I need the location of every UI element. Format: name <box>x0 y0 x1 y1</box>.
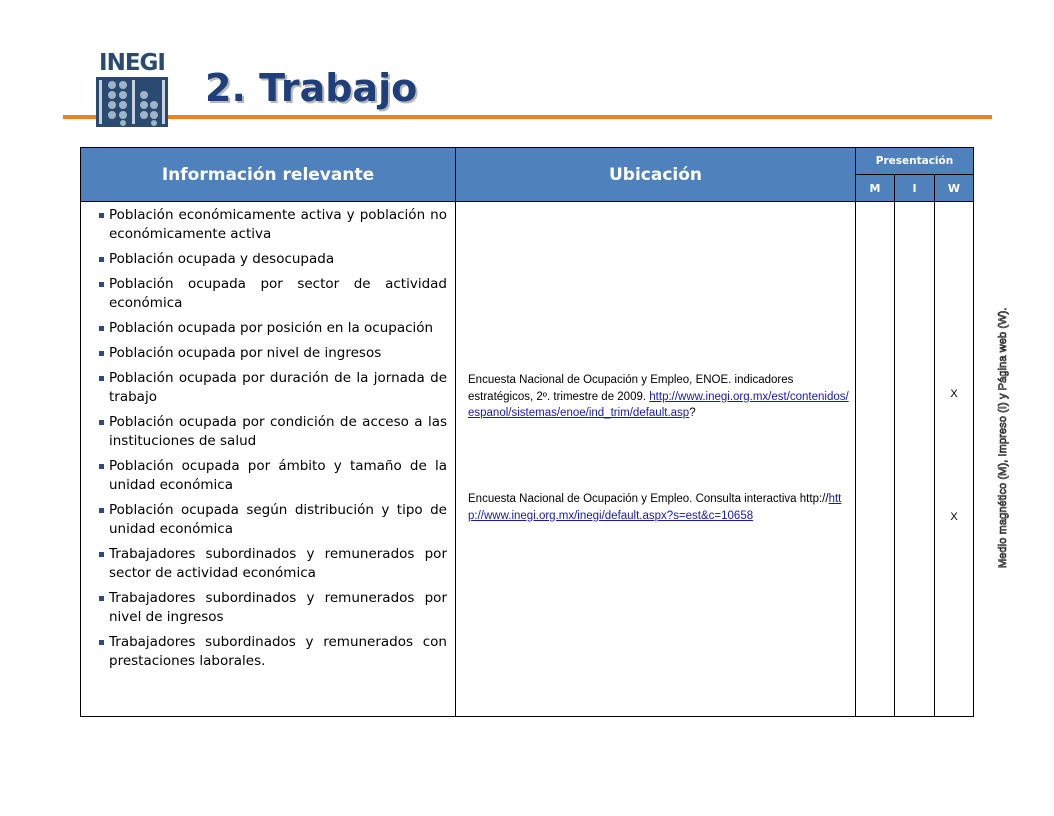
link-prefix: http:// <box>799 493 829 505</box>
list-item: Población ocupada por ámbito y tamaño de la unidad económica <box>103 457 447 495</box>
list-item: Población ocupada por posición en la ocupación <box>103 319 447 338</box>
ubicacion-entry-text: Encuesta Nacional de Ocupación y Empleo, ENOE. indicadores estratégicos, 2º. trimestre de 2009. <box>468 374 794 403</box>
list-item: Población ocupada por nivel de ingresos <box>103 344 447 363</box>
header-m: M <box>856 175 895 202</box>
i-cell <box>895 202 935 717</box>
ubicacion-cell <box>456 202 856 717</box>
list-item: Población económicamente activa y población no económicamente activa <box>103 206 447 244</box>
list-item: Trabajadores subordinados y remunerados con prestaciones laborales. <box>103 633 447 671</box>
w-cell <box>935 202 974 717</box>
list-item: Trabajadores subordinados y remunerados por nivel de ingresos <box>103 589 447 627</box>
logo-text: INEGI <box>96 51 168 75</box>
list-item: Trabajadores subordinados y remunerados por sector de actividad económica <box>103 545 447 583</box>
enoe-indicadores-link[interactable]: http://www.inegi.org.mx/est/contenidos/espanol/sistemas/enoe/ind_trim/default.asp <box>468 390 849 419</box>
header-w: W <box>935 175 974 202</box>
page-title: 2. Trabajo <box>205 66 418 110</box>
w-mark: X <box>950 388 958 400</box>
enoe-consulta-link[interactable]: http://www.inegi.org.mx/inegi/default.aspx?s=est&c=10658 <box>468 493 842 522</box>
side-note: Medio magnético (M), Impreso (I) y Página web (W). <box>997 307 1009 568</box>
w-mark: X <box>950 511 958 523</box>
list-item: Población ocupada según distribución y tipo de unidad económica <box>103 501 447 539</box>
logo-abacus-icon <box>96 77 168 127</box>
list-item: Población ocupada por duración de la jornada de trabajo <box>103 369 447 407</box>
ubicacion-entry-enoe-indicadores <box>468 372 853 422</box>
list-item: Población ocupada y desocupada <box>103 250 447 269</box>
m-cell <box>856 202 895 717</box>
ubicacion-entry-enoe-consulta <box>468 491 853 524</box>
header-presentacion: Presentación <box>856 148 974 175</box>
information-table <box>80 147 974 717</box>
header-i: I <box>895 175 935 202</box>
list-item: Población ocupada por condición de acceso a las instituciones de salud <box>103 413 447 451</box>
ubicacion-entry-text: Encuesta Nacional de Ocupación y Empleo. Consulta interactiva <box>468 493 797 505</box>
list-item: Población ocupada por sector de actividad económica <box>103 275 447 313</box>
header-ubicacion: Ubicación <box>456 148 856 202</box>
header-info: Información relevante <box>81 148 456 202</box>
info-cell <box>81 202 456 717</box>
header-divider-line <box>63 115 992 119</box>
inegi-logo <box>96 51 168 127</box>
link-suffix: ? <box>689 407 696 419</box>
info-list <box>103 206 447 671</box>
